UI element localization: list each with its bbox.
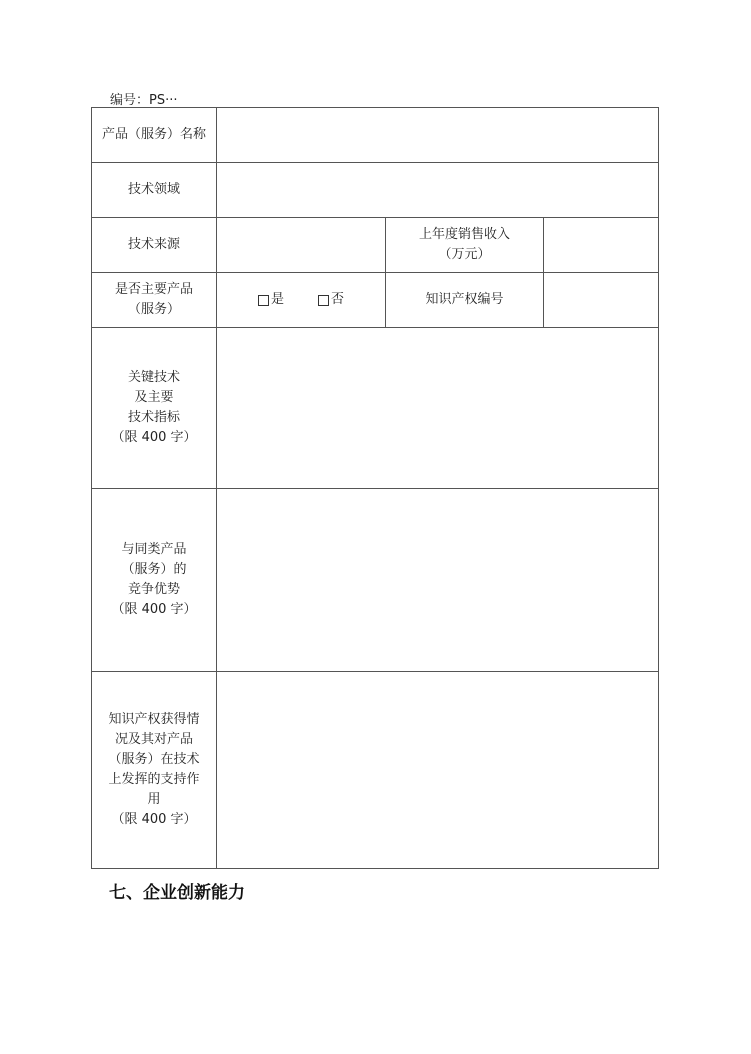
- tech-source-label: 技术来源: [92, 218, 217, 273]
- key-tech-label: 关键技术 及主要 技术指标 （限 400 字）: [92, 328, 217, 489]
- is-main-product-label: 是否主要产品 （服务）: [92, 273, 217, 328]
- ip-number-field[interactable]: [544, 273, 659, 328]
- tech-field-label: 技术领域: [92, 163, 217, 218]
- competitive-advantage-label: 与同类产品 （服务）的 竞争优势 （限 400 字）: [92, 489, 217, 672]
- option-yes-label: 是: [270, 292, 284, 307]
- option-yes[interactable]: [258, 290, 284, 310]
- ip-support-field[interactable]: [217, 672, 659, 869]
- row-tech-source: [92, 218, 659, 273]
- last-year-revenue-field[interactable]: [544, 218, 659, 273]
- product-name-label: 产品（服务）名称: [92, 108, 217, 163]
- document-number: 编号：PS···: [110, 93, 178, 108]
- ip-support-label: 知识产权获得情 况及其对产品 （服务）在技术 上发挥的支持作 用 （限 400 字）: [92, 672, 217, 869]
- checkbox-yes-icon[interactable]: [258, 295, 269, 306]
- section-heading: 七、企业创新能力: [109, 883, 245, 903]
- key-tech-field[interactable]: [217, 328, 659, 489]
- row-competitive-advantage: [92, 489, 659, 672]
- row-main-product: [92, 273, 659, 328]
- option-no-label: 否: [331, 292, 345, 307]
- product-info-form: [91, 107, 659, 869]
- tech-source-field[interactable]: [217, 218, 386, 273]
- competitive-advantage-field[interactable]: [217, 489, 659, 672]
- option-no[interactable]: [318, 290, 344, 310]
- tech-field-field[interactable]: [217, 163, 659, 218]
- product-name-field[interactable]: [217, 108, 659, 163]
- row-product-name: [92, 108, 659, 163]
- row-ip-support: [92, 672, 659, 869]
- row-tech-field: [92, 163, 659, 218]
- main-product-options: [217, 273, 386, 328]
- last-year-revenue-label: 上年度销售收入 （万元）: [386, 218, 544, 273]
- ip-number-label: 知识产权编号: [386, 273, 544, 328]
- row-key-tech: [92, 328, 659, 489]
- checkbox-no-icon[interactable]: [318, 295, 329, 306]
